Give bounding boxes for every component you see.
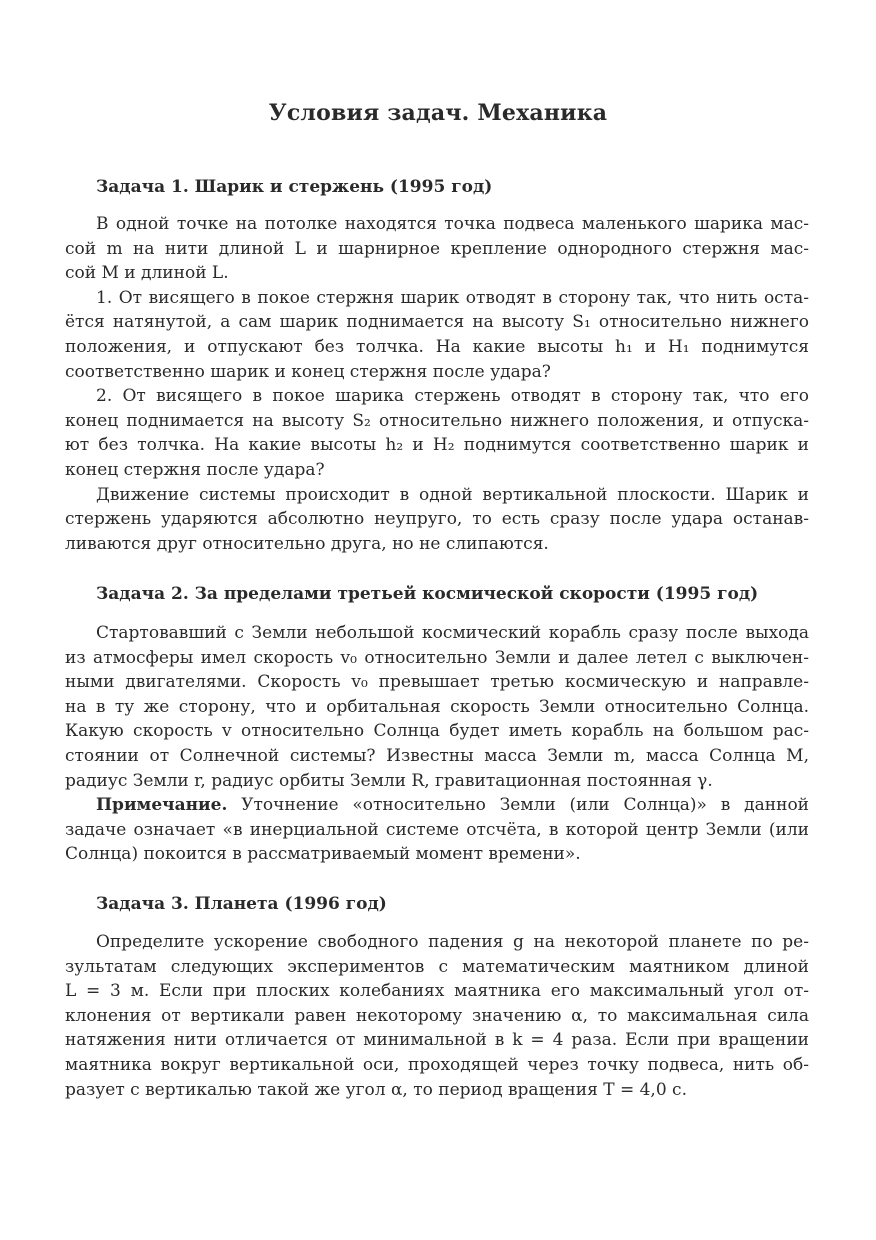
text-line: клонения от вертикали равен некоторому значению α, то максимальная сила [65, 1005, 809, 1026]
text-line: Какую скорость v относительно Солнца будет иметь корабль на большом рас- [65, 721, 809, 742]
text-line: радиус Земли r, радиус орбиты Земли R, гравитационная постоянная γ. [65, 770, 713, 791]
text-line: стержень ударяются абсолютно неупруго, то есть сразу после удара останав- [65, 509, 809, 530]
text-line: маятника вокруг вертикальной оси, проходящей через точку подвеса, нить об- [65, 1054, 809, 1075]
page-title: Условия задач. Механика [268, 100, 608, 126]
text-line: задаче означает «в инерциальной системе отсчёта, в которой центр Земли (или [65, 819, 809, 840]
text-line: ётся натянутой, а сам шарик поднимается на высоту S₁ относительно нижнего [65, 312, 809, 333]
text-line: В одной точке на потолке находятся точка подвеса маленького шарика мас- [96, 214, 809, 234]
problem-1-text [65, 212, 809, 556]
text-line: Движение системы происходит в одной вертикальной плоскости. Шарик и [96, 484, 809, 505]
text-line: ливаются друг относительно друга, но не слипаются. [65, 533, 549, 554]
text-line: сой M и длиной L. [65, 263, 229, 284]
text-line: сой m на нити длиной L и шарнирное крепление однородного стержня мас- [65, 238, 809, 259]
text-line: стоянии от Солнечной системы? Известны масса Земли m, масса Солнца M, [65, 745, 809, 766]
text-line: Солнца) покоится в рассматриваемый момент времени». [65, 844, 581, 865]
text-line: ными двигателями. Скорость v₀ превышает третью космическую и направле- [65, 672, 809, 693]
problem-2-text [65, 621, 809, 867]
text-line: натяжения нити отличается от минимальной в k = 4 раза. Если при вращении [65, 1030, 809, 1051]
text-line: на в ту же сторону, что и орбитальная скорость Земли относительно Солнца. [65, 696, 809, 717]
text-line: конец стержня после удара? [65, 459, 325, 480]
problem-3-text [65, 930, 809, 1102]
text-line: зультатам следующих экспериментов с математическим маятником длиной [65, 956, 809, 977]
note-text: Уточнение «относительно Земли (или Солнца)» в данной [241, 795, 809, 816]
text-line: Стартовавший с Земли небольшой космический корабль сразу после выхода [96, 623, 809, 643]
text-line: ют без толчка. На какие высоты h₂ и H₂ поднимутся соответственно шарик и [65, 435, 809, 456]
text-line: конец поднимается на высоту S₂ относительно нижнего положения, и отпуска- [65, 410, 809, 431]
text-line: положения, и отпускают без толчка. На какие высоты h₁ и H₁ поднимутся [65, 336, 809, 357]
note-line [65, 793, 809, 818]
text-line: разует с вертикалью такой же угол α, то период вращения T = 4,0 с. [65, 1079, 687, 1100]
text-line: Определите ускорение свободного падения g на некоторой планете по ре- [96, 932, 809, 952]
text-line: 1. От висящего в покое стержня шарик отводят в сторону так, что нить оста- [96, 287, 809, 308]
problem-1-heading: Задача 1. Шарик и стержень (1995 год) [96, 177, 493, 197]
text-line: L = 3 м. Если при плоских колебаниях маятника его максимальный угол от- [65, 981, 809, 1002]
problem-3-heading: Задача 3. Планета (1996 год) [96, 894, 387, 914]
problem-2-heading: Задача 2. За пределами третьей космической скорости (1995 год) [96, 584, 759, 604]
text-line: соответственно шарик и конец стержня после удара? [65, 361, 551, 382]
text-line: 2. От висящего в покое шарика стержень отводят в сторону так, что его [96, 386, 809, 407]
text-line: из атмосферы имел скорость v₀ относительно Земли и далее летел с выключен- [65, 647, 809, 668]
note-label: Примечание. [96, 795, 228, 816]
